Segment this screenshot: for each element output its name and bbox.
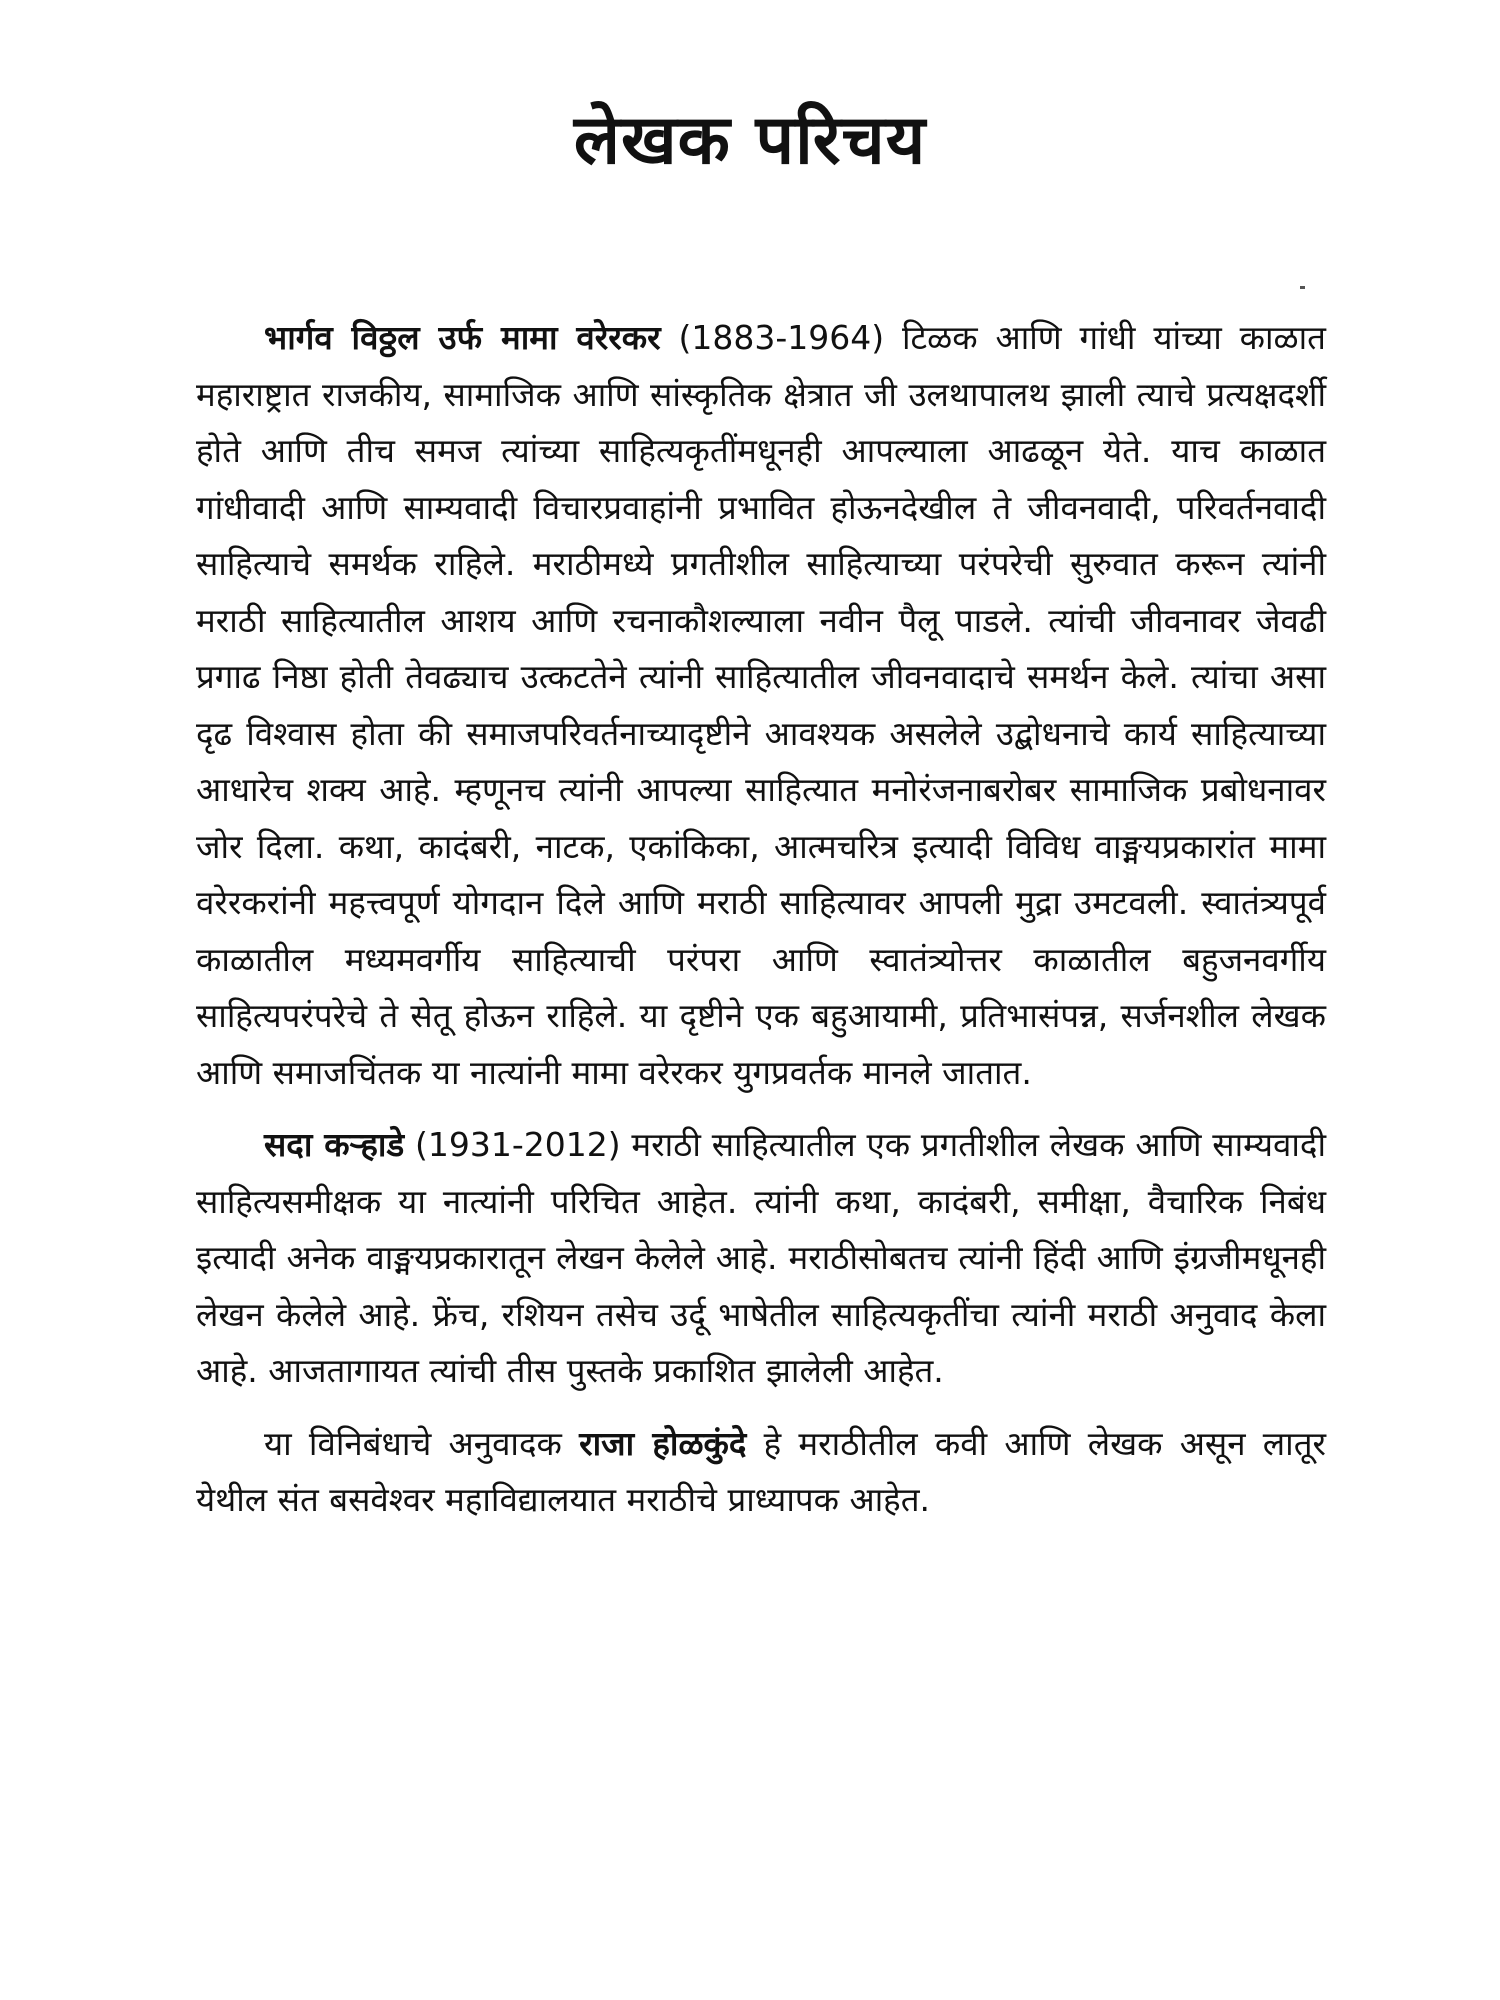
stray-ink-mark	[1300, 286, 1305, 289]
paragraph-text-before: या विनिबंधाचे अनुवादक	[264, 1423, 580, 1463]
document-body	[196, 310, 1326, 1545]
paragraph-text: (1883-1964) टिळक आणि गांधी यांच्या काळात महाराष्ट्रात राजकीय, सामाजिक आणि सांस्कृतिक क्षेत्रात जी उलथापालथ झाली त्याचे प्रत्यक्षदर्शी होते आणि तीच समज त्यांच्या साहित्यकृतींमधूनही आपल्याला आढळून येते. याच काळात गांधीवादी आणि साम्यवादी विचारप्रवाहांनी प्रभावित होऊनदेखील ते जीवनवादी, परिवर्तनवादी साहित्याचे समर्थक राहिले. मराठीमध्ये प्रगतीशील साहित्याच्या परंपरेची सुरुवात करून त्यांनी मराठी साहित्यातील आशय आणि रचनाकौशल्याला नवीन पैलू पाडले. त्यांची जीवनावर जेवढी प्रगाढ निष्ठा होती तेवढ्याच उत्कटतेने त्यांनी साहित्यातील जीवनवादाचे समर्थन केले. त्यांचा असा दृढ विश्वास होता की समाजपरिवर्तनाच्यादृष्टीने आवश्यक असलेले उद्बोधनाचे कार्य साहित्याच्या आधारेच शक्य आहे. म्हणूनच त्यांनी आपल्या साहित्यात मनोरंजनाबरोबर सामाजिक प्रबोधनावर जोर दिला. कथा, कादंबरी, नाटक, एकांकिका, आत्मचरित्र इत्यादी विविध वाङ्मयप्रकारांत मामा वरेरकरांनी महत्त्वपूर्ण योगदान दिले आणि मराठी साहित्यावर आपली मुद्रा उमटवली. स्वातंत्र्यपूर्व काळातील मध्यमवर्गीय साहित्याची परंपरा आणि स्वातंत्र्योत्तर काळातील बहुजनवर्गीय साहित्यपरंपरेचे ते सेतू होऊन राहिले. या दृष्टीने एक बहुआयामी, प्रतिभासंपन्न, सर्जनशील लेखक आणि समाजचिंतक या नात्यांनी मामा वरेरकर युगप्रवर्तक मानले जातात.	[196, 318, 1326, 1092]
paragraph-translator	[196, 1416, 1326, 1529]
translator-name: राजा होळकुंदे	[579, 1423, 747, 1463]
author-name-varerkar: भार्गव विठ्ठल उर्फ मामा वरेरकर	[264, 318, 661, 357]
paragraph-text: (1931-2012) मराठी साहित्यातील एक प्रगतीशील लेखक आणि साम्यवादी साहित्यसमीक्षक या नात्यांनी परिचित आहेत. त्यांनी कथा, कादंबरी, समीक्षा, वैचारिक निबंध इत्यादी अनेक वाङ्मयप्रकारातून लेखन केलेले आहे. मराठीसोबतच त्यांनी हिंदी आणि इंग्रजीमधूनही लेखन केलेले आहे. फ्रेंच, रशियन तसेच उर्दू भाषेतील साहित्यकृतींचा त्यांनी मराठी अनुवाद केला आहे. आजतागायत त्यांची तीस पुस्तके प्रकाशित झालेली आहेत.	[196, 1125, 1326, 1390]
paragraph-mama-varerkar	[196, 310, 1326, 1101]
paragraph-text-after: हे मराठीतील कवी आणि लेखक असून लातूर येथील संत बसवेश्वर महाविद्यालयात मराठीचे प्राध्यापक आहेत.	[196, 1423, 1327, 1519]
page-title: लेखक परिचय	[573, 101, 927, 180]
paragraph-sada-karhade	[196, 1117, 1326, 1400]
author-name-karhade: सदा कऱ्हाडे	[264, 1125, 405, 1164]
